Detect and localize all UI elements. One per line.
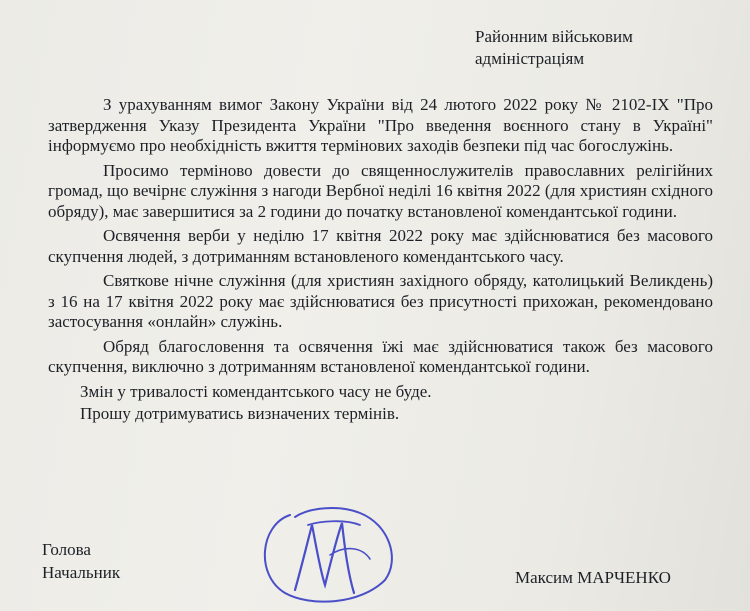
letter-body [48, 95, 713, 427]
paragraph-easter-service: Святкове нічне служіння (для християн західного обряду, католицький Великдень) з 16 на 17 квітня 2022 року має здійснюватися без присутності прихожан, рекомендовано застосування «онлайн» служінь. [48, 271, 713, 331]
paragraph-food-blessing: Обряд благословення та освячення їжі має здійснюватися також без масового скупчення, виключно з дотриманням встановленої комендантської години. [48, 336, 713, 376]
signatory-name: Максим МАРЧЕНКО [515, 568, 671, 587]
handwritten-signature [250, 495, 400, 611]
addressee-line-2: адміністраціям [475, 49, 585, 68]
paragraph-legal-basis: З урахуванням вимог Закону України від 24 лютого 2022 року № 2102-ІХ "Про затвердження Указу Президента України "Про введення воєнного стану в Україні" інформуємо про необхідність вжиття термінових заходів безпеки під час богослужінь. [48, 95, 713, 155]
paragraph-request: Прошу дотримуватись визначених термінів. [80, 404, 400, 423]
signatory-title-head: Голова [42, 540, 91, 559]
addressee-line-1: Районним військовим [475, 27, 633, 46]
paragraph-palm-sunday: Просимо терміново довести до священнослужителів православних релігійних громад, що вечірнє служіння з нагоди Вербної неділі 16 квітня 2022 (для християн східного обряду), має завершитися за 2 години до початку встановленої комендантської години. [48, 160, 713, 221]
signatory-title-chief: Начальник [42, 563, 121, 582]
signatory-titles [42, 538, 120, 584]
paragraph-curfew: Змін у тривалості комендантського часу не буде. [80, 381, 432, 401]
addressee-block [475, 26, 633, 70]
paragraph-willow-blessing: Освячення верби у неділю 17 квітня 2022 року має здійснюватися без масового скупчення людей, з дотриманням встановленого комендантського часу. [48, 226, 713, 266]
